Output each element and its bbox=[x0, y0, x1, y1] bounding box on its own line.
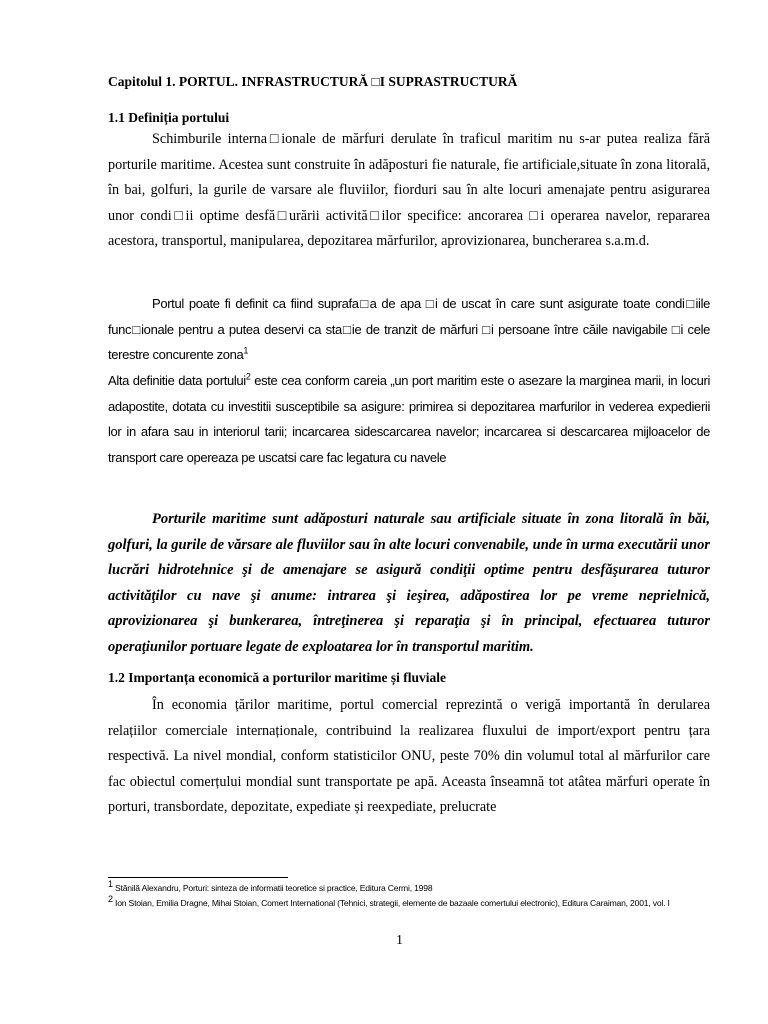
paragraph-economic-importance: În economia țărilor maritime, portul comercial reprezintă o verigă importantă în derularea relațiilor comerciale internaționale, contribuind la realizarea fluxului de import/export pentru țara respectivă. La nivel mondial, conform statisticilor ONU, peste 70% din volumul total al mărfurilor care fac obiectul comerțului mondial sunt transportate pe apă. Aceasta înseamnă tot atâtea mărfuri operate în porturi, transbordate, depozitate, expediate și reexpediate, prelucrate bbox=[108, 697, 710, 815]
paragraph-port-surface-text: Portul poate fi definit ca fiind suprafa□a de apa □i de uscat în care sunt asigurate toate condi□iile func□ionale pentru a putea deservi ca sta□ie de tranzit de mărfuri □i persoane între căile navigabile □i cele terestre concurente zona bbox=[108, 296, 710, 362]
section-heading-1-1: 1.1 Definiția portului bbox=[108, 110, 230, 125]
paragraph-port-definition: Schimburile interna□ionale de mărfuri derulate în traficul maritim nu s-ar putea realiza fără porturile maritime. Acestea sunt construite în adăposturi fie naturale, fie artificiale,situate în zona litorală, în bai, golfuri, la gurile de varsare ale fluviilor, fiorduri sau în alte locuri amenajate pentru asigurarea unor condi□ii optime desfă□urării activită□ilor specifice: ancorarea □i operarea navelor, repararea acestora, transportul, manipularea, depozitarea mărfurilor, aprovizionarea, buncherarea s.a.m.d. bbox=[108, 131, 710, 249]
footnote-2-text: Ion Stoian, Emilia Dragne, Mihai Stoian, Comert International (Tehnici, strategii, elemente de bazaale comertului electronic), Editura Caraiman, 2001, vol. I bbox=[112, 898, 670, 908]
footnote-2 bbox=[108, 894, 718, 909]
footnote-2-number: 2 bbox=[108, 894, 113, 905]
paragraph-alternate-definition bbox=[108, 368, 710, 470]
footnote-ref-1: 1 bbox=[243, 345, 249, 356]
footnote-divider bbox=[108, 877, 288, 878]
paragraph-port-surface bbox=[108, 291, 710, 368]
footnote-1-text: Stănilă Alexandru, Porturi: sinteza de informatii teoretice si practice, Editura Cermi, 1998 bbox=[112, 883, 433, 893]
footnote-ref-2: 2 bbox=[245, 371, 251, 382]
page-number: 1 bbox=[396, 933, 403, 948]
alt-definition-body: este cea conform careia „un port maritim este o asezare la marginea marii, in locuri adapostite, dotata cu investitii susceptibile sa asigure: primirea si depozitarea marfurilor in vederea expedierii lor in afara sau in interiorul tarii; incarcarea sidescarcarea navelor; incarcarea si descarcarea mijloacelor de transport care opereaza pe uscatsi care fac legatura cu navele bbox=[108, 373, 711, 465]
chapter-title: Capitolul 1. PORTUL. INFRASTRUCTURĂ □I SUPRASTRUCTURĂ bbox=[108, 74, 518, 89]
paragraph-maritime-ports-emphasis: Porturile maritime sunt adăposturi naturale sau artificiale situate în zona litorală în băi, golfuri, la gurile de vărsare ale fluviilor sau în alte locuri convenabile, unde în urma executării unor lucrări hidrotehnice şi de amenajare se asigură condiţii optime pentru desfăşurarea tuturor activităţilor cu nave şi anume: intrarea şi ieşirea, adăpostirea lor pe vreme neprielnică, aprovizionarea şi bunkerarea, întreţinerea şi reparaţia şi în principal, efectuarea tuturor operaţiunilor portuare legate de exploatarea lor în transportul maritim. bbox=[108, 511, 710, 655]
section-heading-1-2: 1.2 Importanța economică a porturilor maritime și fluviale bbox=[108, 670, 446, 685]
footnote-1-number: 1 bbox=[108, 879, 113, 890]
alt-definition-lead: Alta definitie data portului bbox=[108, 373, 246, 388]
footnote-1 bbox=[108, 879, 718, 894]
